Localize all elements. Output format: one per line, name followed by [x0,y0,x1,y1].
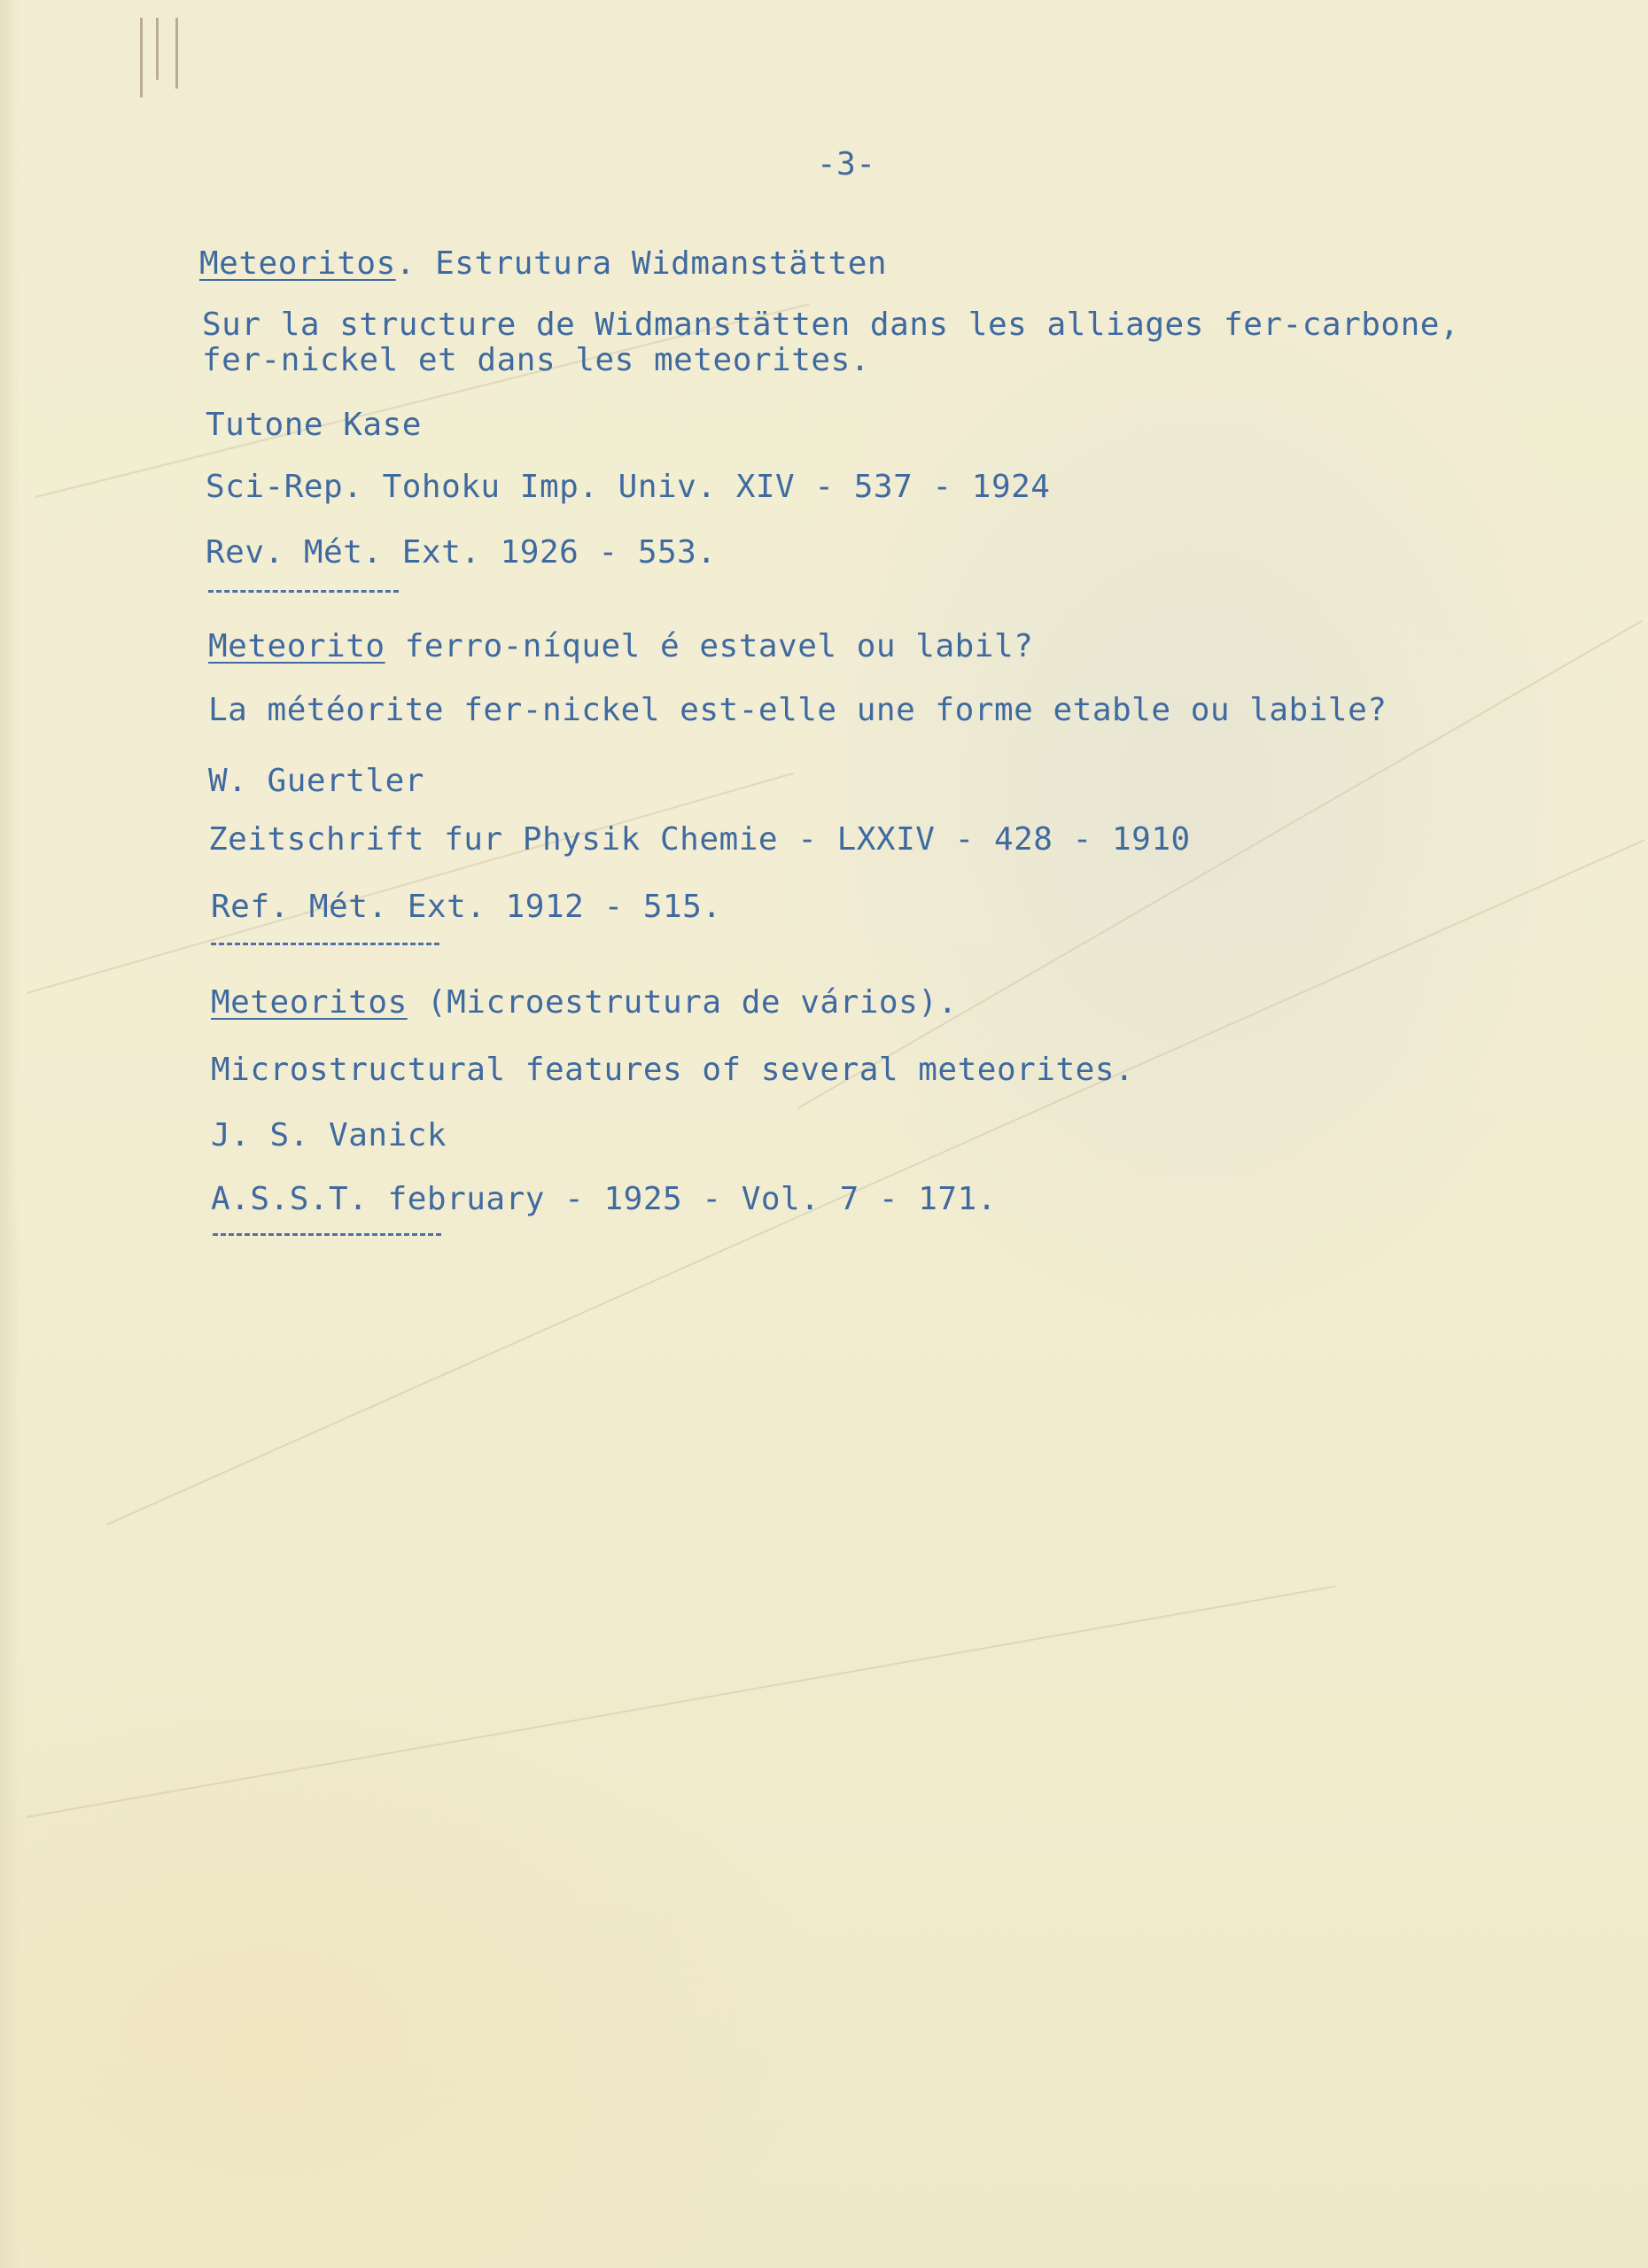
entry-heading [199,245,888,282]
entry-separator [211,943,439,945]
binder-hole-mark [156,18,159,80]
entry-reference: Zeitschrift fur Physik Chemie - LXXIV - 428 - 1910 [208,821,1191,858]
heading-rest: ferro-níquel é estavel ou labil? [385,628,1034,664]
paper-crease [27,773,794,994]
entry-reference: Sci-Rep. Tohoku Imp. Univ. XIV - 537 - 1924 [206,469,1051,505]
heading-keyword: Meteoritos [211,984,408,1021]
heading-rest: . Estrutura Widmanstätten [395,245,888,282]
paper-edge [0,0,19,2268]
entry-reference: Ref. Mét. Ext. 1912 - 515. [211,889,722,925]
entry-author: J. S. Vanick [211,1117,447,1153]
paper-crease [27,1586,1336,1818]
entry-reference: A.S.S.T. february - 1925 - Vol. 7 - 171. [211,1181,997,1217]
entry-heading [211,984,958,1021]
heading-keyword: Meteorito [208,628,385,664]
entry-title: La météorite fer-nickel est-elle une forme etable ou labile? [208,692,1388,728]
page-number: -3- [817,146,876,183]
entry-author: Tutone Kase [206,407,422,443]
entry-separator [213,1233,441,1236]
heading-keyword: Meteoritos [199,245,396,282]
heading-rest: (Microestrutura de vários). [407,984,958,1021]
binder-hole-mark [140,18,143,97]
entry-author: W. Guertler [208,763,424,799]
entry-heading [208,628,1034,664]
binder-hole-mark [175,18,178,89]
entry-title: Sur la structure de Widmanstätten dans les alliages fer-carbone, fer-nickel et dans les meteorites. [202,307,1460,378]
entry-reference: Rev. Mét. Ext. 1926 - 553. [206,534,717,571]
entry-title: Microstructural features of several meteorites. [211,1052,1135,1088]
entry-separator [208,590,399,593]
